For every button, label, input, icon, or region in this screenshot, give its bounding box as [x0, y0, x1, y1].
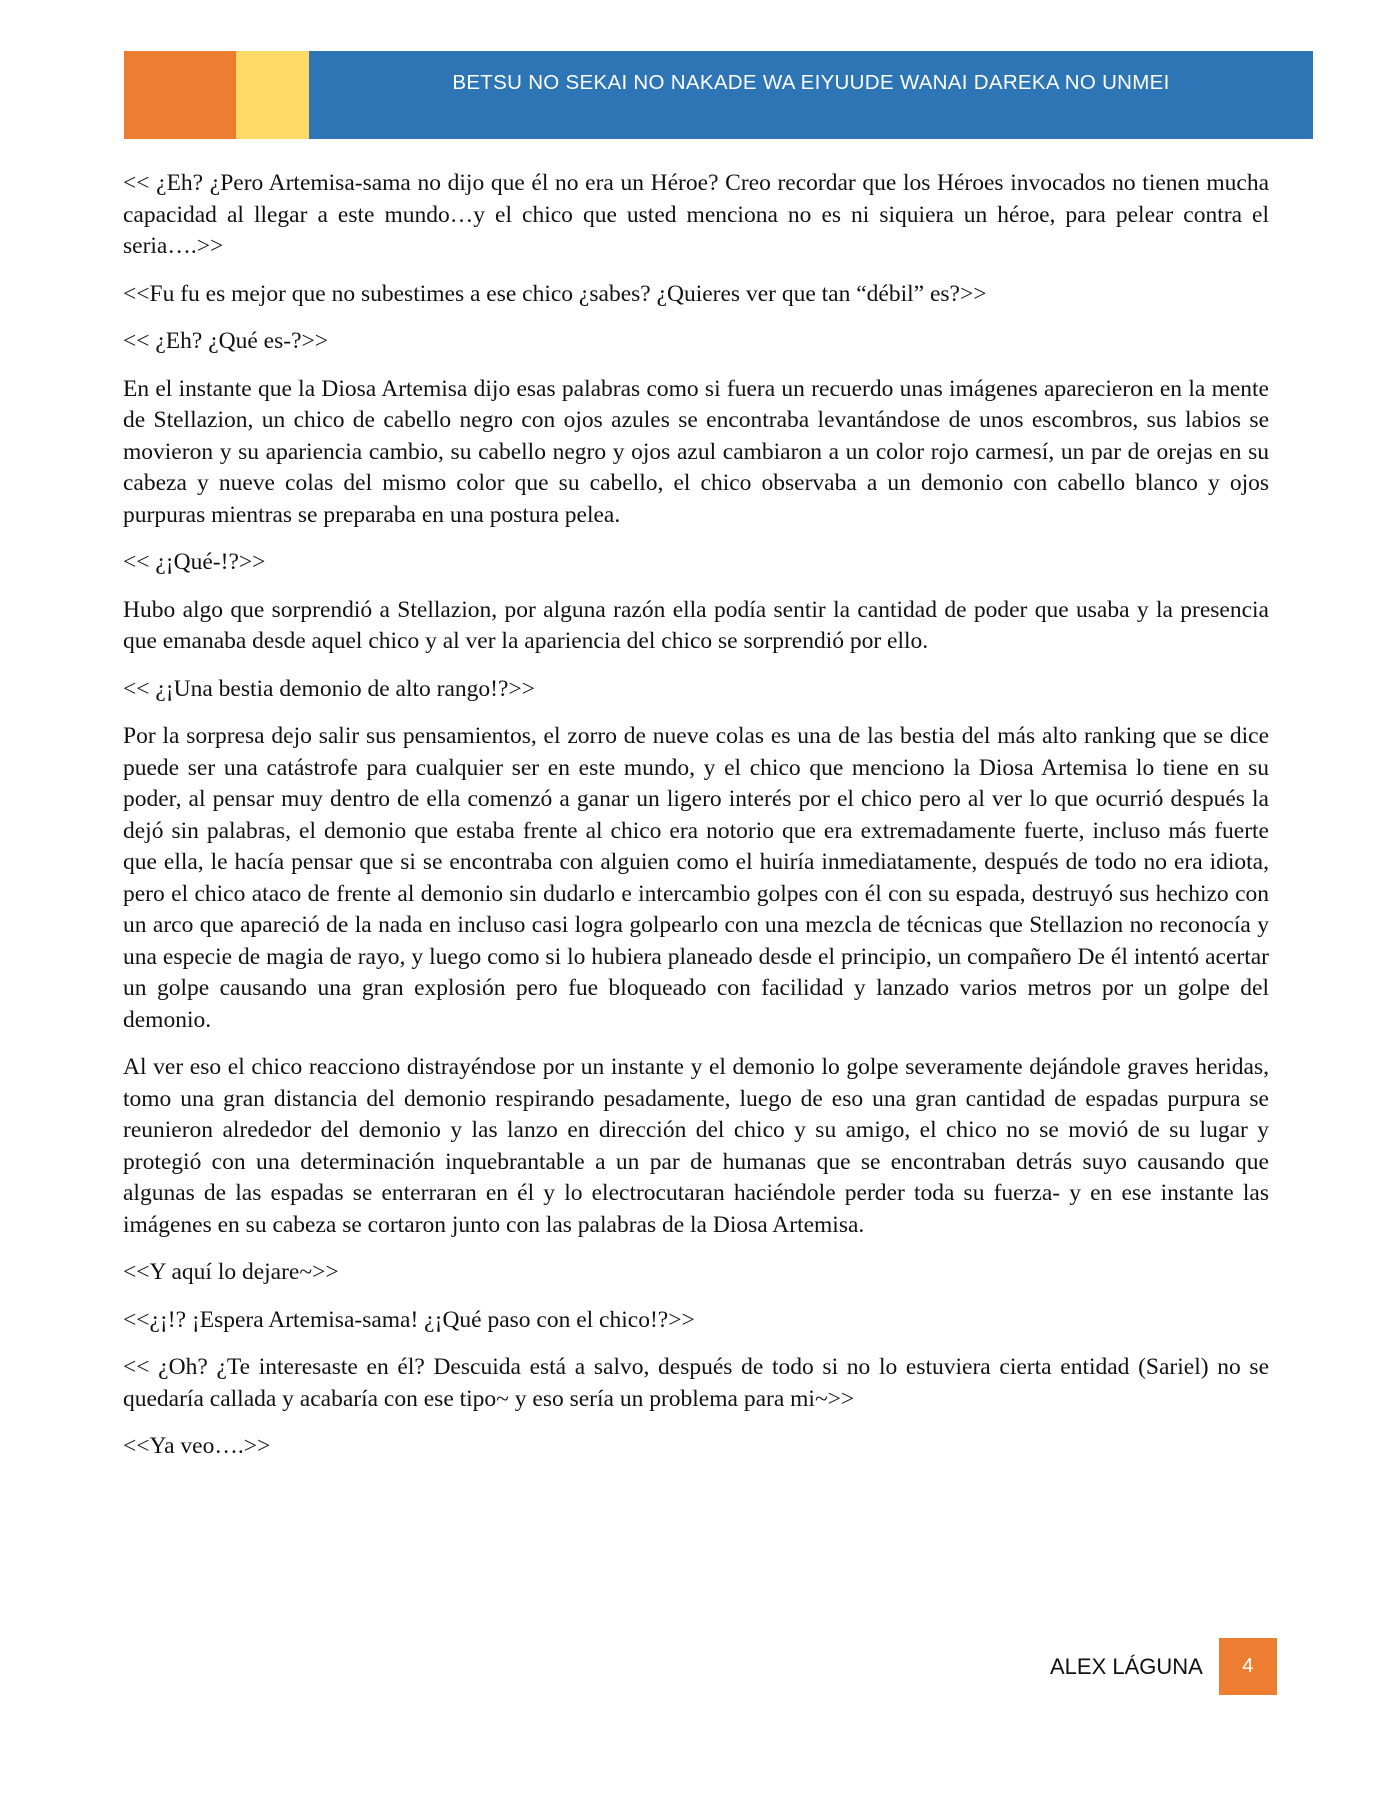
author-name: ALEX LÁGUNA [1050, 1653, 1203, 1679]
paragraph: << ¿Eh? ¿Qué es-?>> [123, 328, 329, 354]
paragraph: << ¿Oh? ¿Te interesaste en él? Descuida está a salvo, después de todo si no lo estuviera cierta entidad (Sariel) no se quedaría callada y acabaría con ese tipo~ y eso sería un problema para mi~>> [123, 1354, 1269, 1412]
paragraph: Por la sorpresa dejo salir sus pensamientos, el zorro de nueve colas es una de las bestia del más alto ranking que se dice puede ser una catástrofe para cualquier ser en este mundo, y el chico que menciono la Diosa Artemisa lo tiene en su poder, al pensar muy dentro de ella comenzó a ganar un ligero interés por el chico pero al ver lo que ocurrió después la dejó sin palabras, el demonio que estaba frente al chico era notorio que era extremadamente fuerte, incluso más fuerte que ella, le hacía pensar que si se encontraba con alguien como el huiría inmediatamente, después de todo no era idiota, pero el chico ataco de frente al demonio sin dudarlo e intercambio golpes con él con su espada, destruyó sus hechizo con un arco que apareció de la nada en incluso casi logra golpearlo con una mezcla de técnicas que Stellazion no reconocía y una especie de magia de rayo, y luego como si lo hubiera planeado desde el principio, un compañero De él intentó acertar un golpe causando una gran explosión pero fue bloqueado con facilidad y lanzado varios metros por un golpe del demonio. [123, 723, 1269, 1033]
page-number-badge [1219, 1638, 1277, 1695]
page-number: 4 [1242, 1655, 1254, 1677]
paragraph: <<¿¡!? ¡Espera Artemisa-sama! ¿¡Qué paso con el chico!?>> [123, 1306, 695, 1333]
paragraph: En el instante que la Diosa Artemisa dijo esas palabras como si fuera un recuerdo unas imágenes aparecieron en la mente de Stellazion, un chico de cabello negro con ojos azules se encontraba levantándose de unos escombros, sus labios se movieron y su apariencia cambio, su cabello negro y ojos azul cambiaron a un color rojo carmesí, un par de orejas en su cabeza y nueve colas del mismo color que su cabello, el chico observaba a un demonio con cabello blanco y ojos purpuras mientras se preparaba en una postura pelea. [123, 375, 1269, 528]
paragraph: <<Y aquí lo dejare~>> [123, 1259, 339, 1285]
page-header [124, 51, 1313, 139]
paragraph: << ¿Eh? ¿Pero Artemisa-sama no dijo que él no era un Héroe? Creo recordar que los Héroes invocados no tienen mucha capacidad al llegar a este mundo…y el chico que usted menciona no es ni siquiera un héroe, para pelear contra el seria….>> [123, 170, 1269, 259]
paragraph: <<Fu fu es mejor que no subestimes a ese chico ¿sabes? ¿Quieres ver que tan “débil” es?>> [123, 280, 987, 307]
paragraph: << ¿¡Una bestia demonio de alto rango!?>> [123, 675, 535, 702]
document-body [123, 168, 1269, 1479]
paragraph: <<Ya veo….>> [123, 1433, 271, 1459]
page-footer [1050, 1638, 1277, 1695]
header-orange-block [124, 51, 236, 139]
paragraph: Al ver eso el chico reacciono distrayéndose por un instante y el demonio lo golpe severamente dejándole graves heridas, tomo una gran distancia del demonio respirando pesadamente, luego de eso una gran cantidad de espadas purpura se reunieron alrededor del demonio y las lanzo en dirección del chico y su amigo, el chico no se movió de su lugar y protegió con una determinación inquebrantable a un par de humanas que se encontraban detrás suyo causando que algunas de las espadas se enterraran en él y lo electrocutaran haciéndole perder toda su fuerza- y en ese instante las imágenes en su cabeza se cortaron junto con las palabras de la Diosa Artemisa. [123, 1054, 1269, 1238]
header-title-bar [309, 51, 1313, 139]
paragraph: << ¿¡Qué-!?>> [123, 549, 266, 575]
header-title: BETSU NO SEKAI NO NAKADE WA EIYUUDE WANAI DAREKA NO UNMEI [452, 71, 1170, 94]
paragraph: Hubo algo que sorprendió a Stellazion, por alguna razón ella podía sentir la cantidad de poder que usaba y la presencia que emanaba desde aquel chico y al ver la apariencia del chico se sorprendió por ello. [123, 596, 1269, 654]
header-yellow-block [236, 51, 309, 139]
